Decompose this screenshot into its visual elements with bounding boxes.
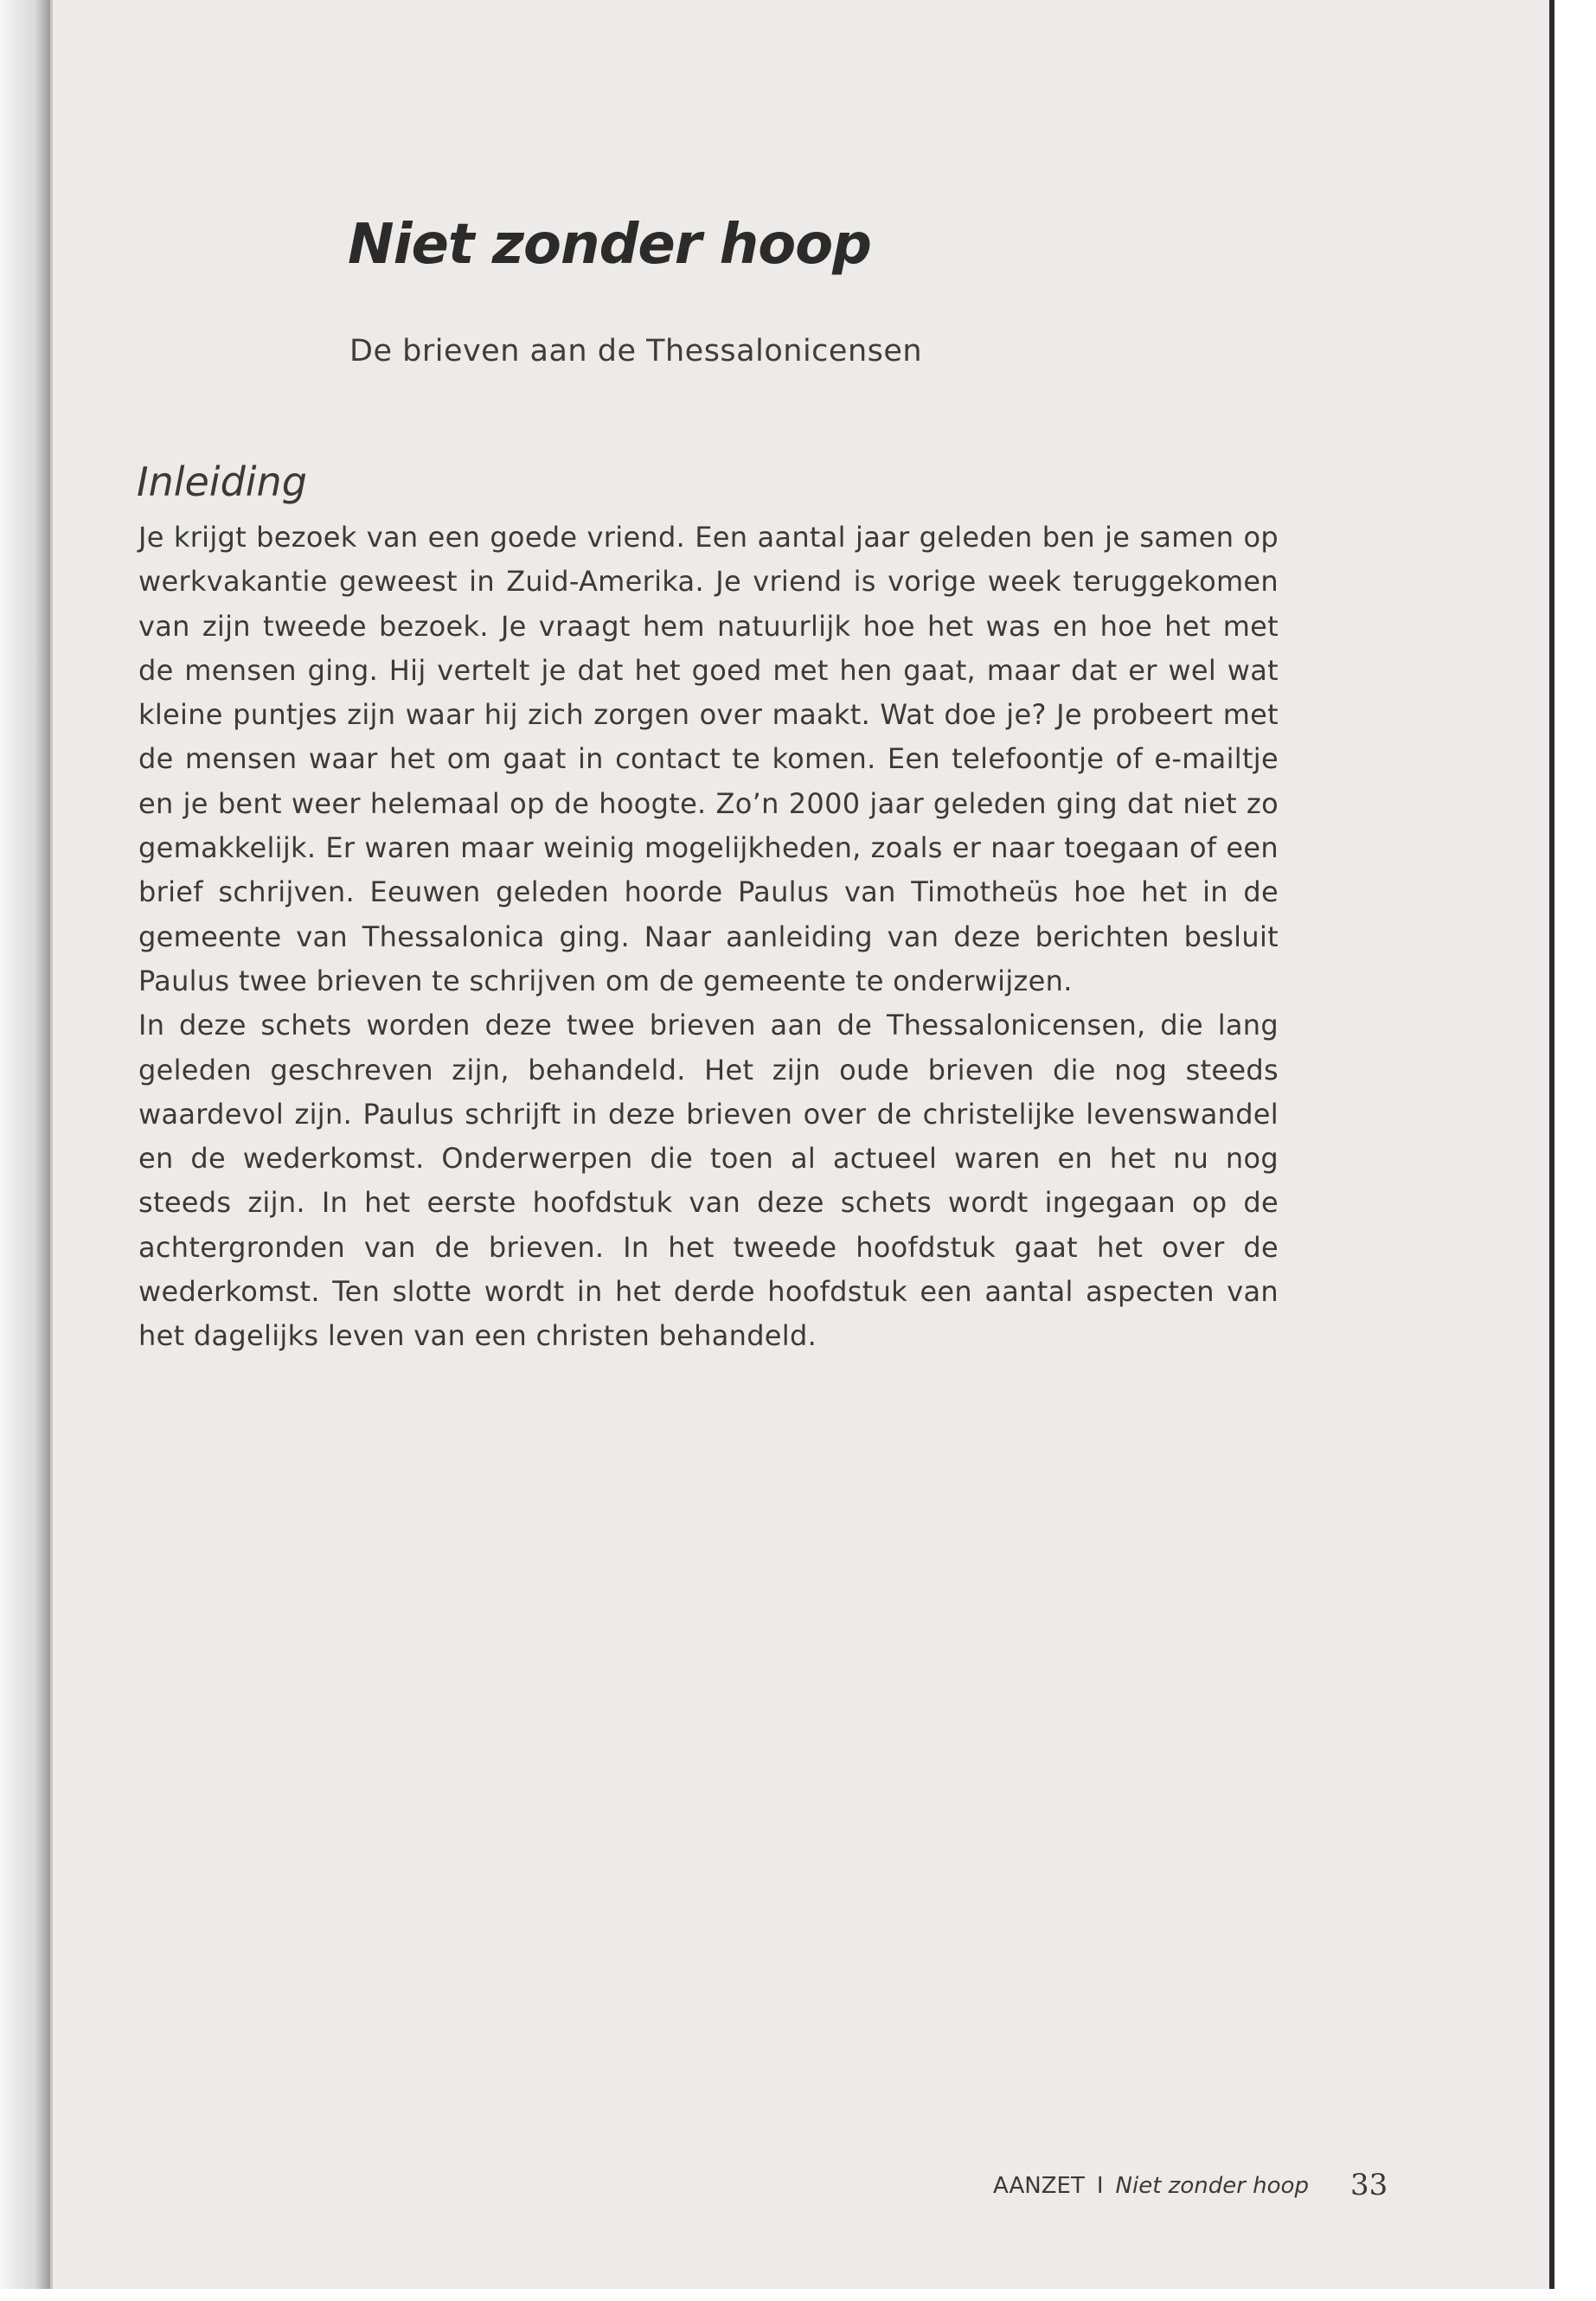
paragraph-1: Je krijgt bezoek van een goede vriend. Een aantal jaar geleden ben je samen op werkvakantie geweest in Zuid-Amerika. Je vriend is vorige week teruggekomen van zijn tweede bezoek. Je vraagt hem natuurlijk hoe het was en hoe het met de mensen ging. Hij vertelt je dat het goed met hen gaat, maar dat er wel wat kleine puntjes zijn waar hij zich zorgen over maakt. Wat doe je? Je probeert met de mensen waar het om gaat in contact te komen. Een telefoontje of e-mailtje en je bent weer helemaal op de hoogte. Zo’n 2000 jaar geleden ging dat niet zo gemakkelijk. Er waren maar weinig mogelijkheden, zoals er naar toegaan of een brief schrijven. Eeuwen geleden hoorde Paulus van Timotheüs hoe het in de gemeente van Thessalonica ging. Naar aanleiding van deze berichten besluit Paulus twee brieven te schrijven om de gemeente te onderwijzen. (138, 521, 1279, 997)
paragraph-2: In deze schets worden deze twee brieven aan de Thessalonicensen, die lang geleden geschreven zijn, behandeld. Het zijn oude brieven die nog steeds waardevol zijn. Paulus schrijft in deze brieven over de christelijke levenswandel en de wederkomst. Onderwerpen die toen al actueel waren en het nu nog steeds zijn. In het eerste hoofdstuk van deze schets wordt ingegaan op de achtergronden van de brieven. In het tweede hoofdstuk gaat het over de wederkomst. Ten slotte wordt in het derde hoofdstuk een aantal aspecten van het dagelijks leven van een christen behandeld. (138, 1009, 1279, 1353)
page-gutter-left (0, 0, 50, 2301)
footer-separator: I (1096, 2173, 1104, 2199)
scan-margin-right (1554, 0, 1596, 2301)
page-subtitle: De brieven aan de Thessalonicensen (349, 334, 923, 369)
page-footer (993, 2168, 1388, 2202)
scan-margin-bottom (0, 2289, 1596, 2301)
page-number: 33 (1349, 2168, 1388, 2202)
footer-running-title: Niet zonder hoop (1115, 2173, 1309, 2199)
footer-publication: AANZET (993, 2173, 1085, 2199)
body-text (138, 516, 1279, 1359)
section-heading: Inleiding (137, 458, 307, 505)
page-edge-line-left (50, 0, 53, 2301)
page-title: Niet zonder hoop (348, 213, 871, 277)
